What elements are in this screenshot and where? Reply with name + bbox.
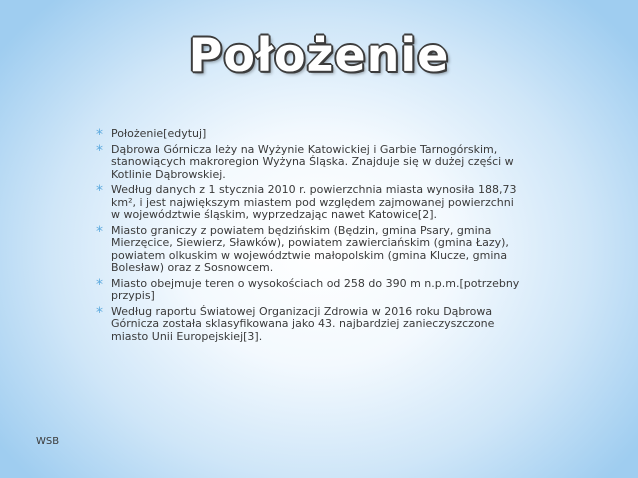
bullet-item bbox=[96, 144, 526, 182]
bullet-item bbox=[96, 184, 526, 222]
bullet-text: Według danych z 1 stycznia 2010 r. powierzchnia miasta wynosiła 188,73 km², i jest największym miastem pod względem zajmowanej powierzchni w województwie śląskim, wyprzedzając nawet Katowice[2]. bbox=[111, 183, 517, 221]
bullet-text: Położenie[edytuj] bbox=[111, 127, 207, 140]
bullet-text: Miasto graniczy z powiatem będzińskim (Będzin, gmina Psary, gmina Mierzęcice, Siewierz, Sławków), powiatem zawierciańskim (gmina Łazy), powiatem olkuskim w województwie małopolskim (gmina Klucze, gmina Bolesław) oraz z Sosnowcem. bbox=[111, 223, 509, 274]
bullet-item bbox=[96, 278, 526, 303]
asterisk-bullet-icon: * bbox=[96, 276, 103, 293]
bullet-item bbox=[96, 225, 526, 275]
bullet-text: Dąbrowa Górnicza leży na Wyżynie Katowickiej i Garbie Tarnogórskim, stanowiących makroregion Wyżyna Śląska. Znajduje się w dużej części w Kotlinie Dąbrowskiej. bbox=[111, 142, 514, 181]
bullet-list bbox=[96, 128, 526, 346]
bullet-item bbox=[96, 128, 526, 141]
asterisk-bullet-icon: * bbox=[96, 223, 103, 240]
asterisk-bullet-icon: * bbox=[96, 127, 103, 143]
asterisk-bullet-icon: * bbox=[96, 183, 103, 199]
slide-title: Położenie bbox=[188, 28, 450, 82]
asterisk-bullet-icon: * bbox=[96, 142, 103, 159]
footer-label: WSB bbox=[36, 436, 60, 447]
bullet-text: Według raportu Światowej Organizacji Zdrowia w 2016 roku Dąbrowa Górnicza została sklasyfikowana jako 43. najbardziej zanieczyszczone miasto Unii Europejskiej[3]. bbox=[111, 304, 495, 343]
bullet-text: Miasto obejmuje teren o wysokościach od 258 do 390 m n.p.m.[potrzebny przypis] bbox=[111, 276, 520, 302]
asterisk-bullet-icon: * bbox=[96, 304, 103, 321]
bullet-item bbox=[96, 306, 526, 344]
